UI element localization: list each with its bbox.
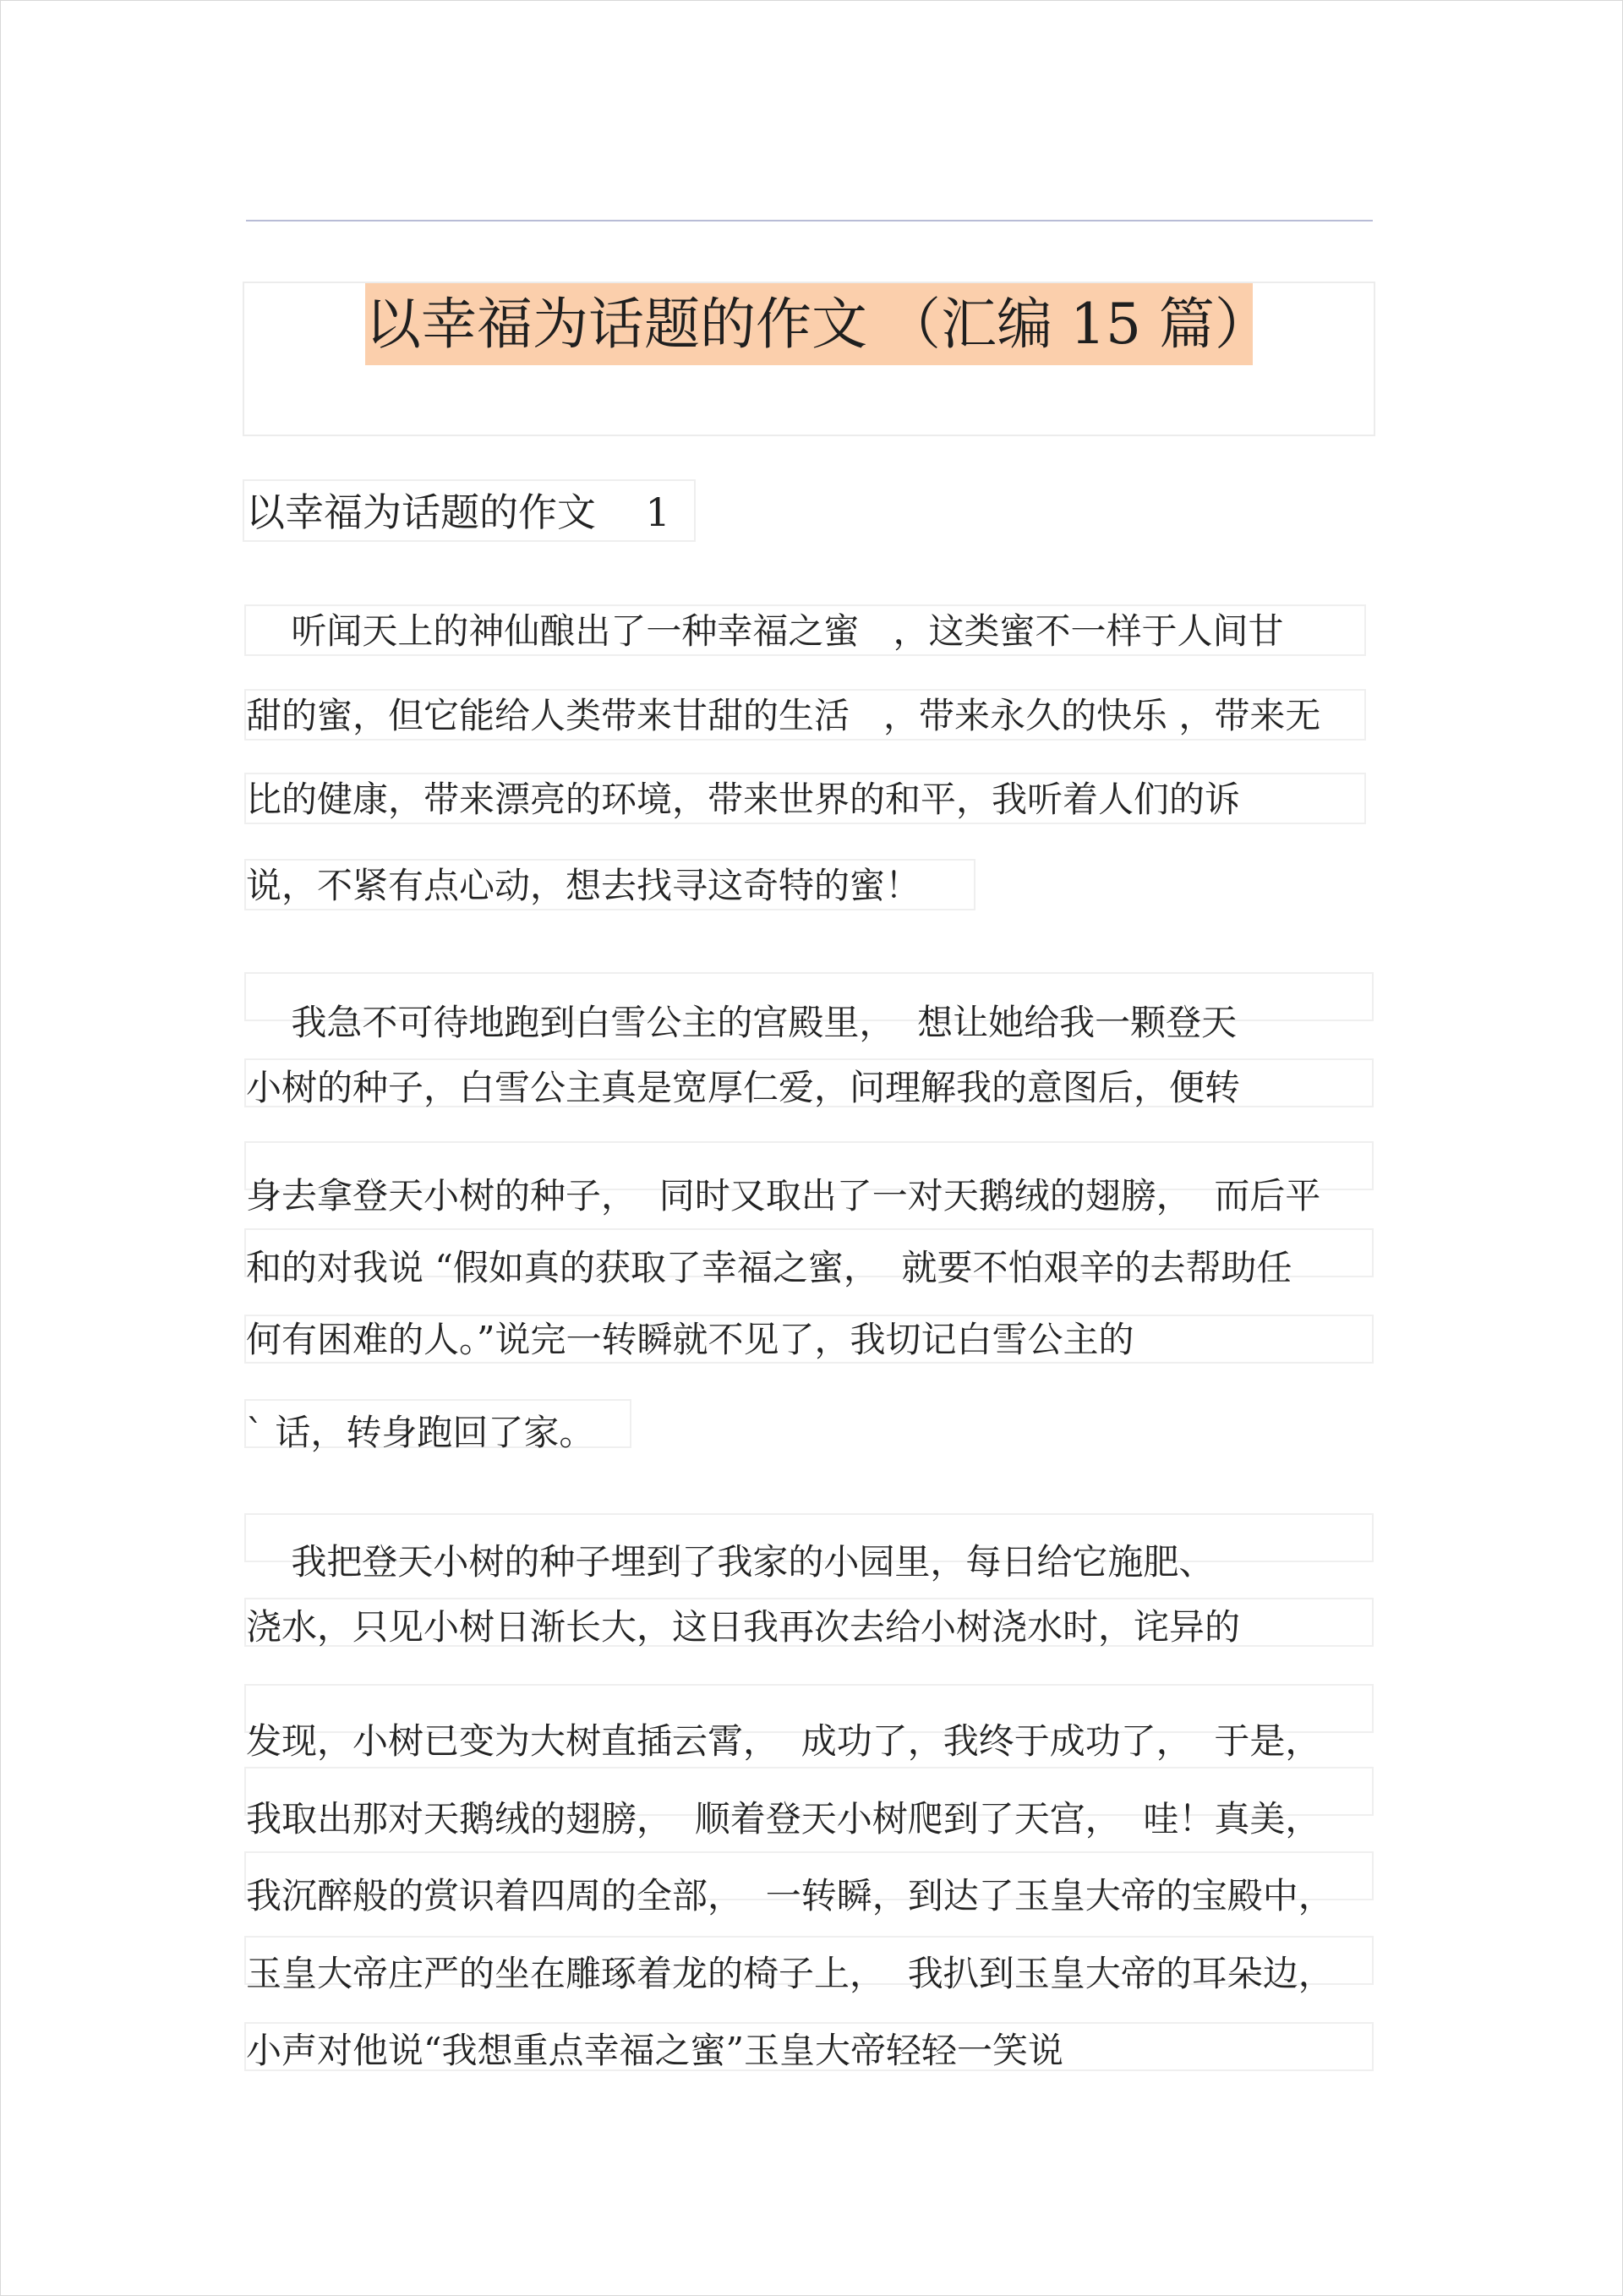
paragraph-line: 说，不紧有点心动，想去找寻这奇特的蜜！ xyxy=(246,865,921,906)
paragraph-line: 小树的种子，白雪公主真是宽厚仁爱，问理解我的意图后，便转 xyxy=(246,1067,1241,1108)
paragraph-line: 玉皇大帝庄严的坐在雕琢着龙的椅子上， 我扒到玉皇大帝的耳朵边， xyxy=(246,1953,1334,1994)
paragraph-line: 我急不可待地跑到白雪公主的宫殿里， 想让她给我一颗登天 xyxy=(246,1002,1238,1043)
paragraph-line: 我取出那对天鹅绒的翅膀， 顺着登天小树爬到了天宫， 哇！真美， xyxy=(246,1798,1321,1840)
paragraph-line: 何有困难的人。”说完一转瞬就不见了，我切记白雪公主的 xyxy=(246,1319,1134,1360)
paragraph-line: 我把登天小树的种子埋到了我家的小园里，每日给它施肥、 xyxy=(246,1541,1215,1583)
paragraph-line: 比的健康，带来漂亮的环境，带来世界的和平，我听着人们的诉 xyxy=(246,779,1241,820)
paragraph-line: 小声对他说“我想重点幸福之蜜”玉皇大帝轻轻一笑说 xyxy=(246,2030,1063,2071)
document-title: 以幸福为话题的作文 （汇编 15 篇） xyxy=(365,292,1271,357)
paragraph-line: 我沉醉般的赏识着四周的全部， 一转瞬，到达了玉皇大帝的宝殿中， xyxy=(246,1875,1334,1916)
paragraph-line: 甜的蜜，但它能给人类带来甘甜的生活 ，带来永久的快乐 ，带来无 xyxy=(246,695,1321,736)
paragraph-line: 听闻天上的神仙酿出了一种幸福之蜜 ，这类蜜不一样于人间甘 xyxy=(246,610,1284,652)
paragraph-line: 和的对我说 “假如真的获取了幸福之蜜， 就要不怕艰辛的去帮助任 xyxy=(246,1247,1292,1288)
paragraph-line: 发现，小树已变为大树直插云霄， 成功了，我终于成功了， 于是， xyxy=(246,1720,1321,1762)
paragraph-line: 浇水，只见小树日渐长大，这日我再次去给小树浇水时，诧异的 xyxy=(246,1606,1241,1648)
header-rule xyxy=(246,220,1373,221)
paragraph-line: 身去拿登天小树的种子， 同时又取出了一对天鹅绒的翅膀， 而后平 xyxy=(246,1175,1321,1216)
section-title: 以幸福为话题的作文 1 xyxy=(246,489,670,535)
paragraph-line: ` 话，转身跑回了家。 xyxy=(246,1412,595,1453)
